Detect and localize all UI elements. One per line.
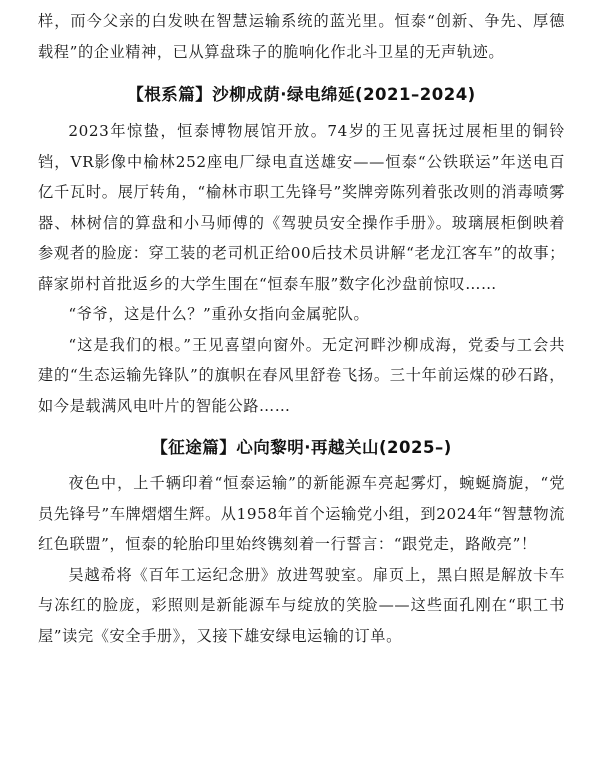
journey-paragraph-2: 吴越希将《百年工运纪念册》放进驾驶室。扉页上，黑白照是解放卡车与冻红的脸庞，彩照则是新能源车与绽放的笑脸——这些面孔刚在“职工书屋”读完《安全手册》，又接下雄安绿电运输的订单。 <box>38 565 565 645</box>
intro-paragraph: 样，而今父亲的白发映在智慧运输系统的蓝光里。恒泰“创新、争先、厚德载程”的企业精神，已从算盘珠子的脆响化作北斗卫星的无声轨迹。 <box>38 12 565 61</box>
roots-paragraph-3: “这是我们的根。”王见喜望向窗外。无定河畔沙柳成海，党委与工会共建的“生态运输先锋队”的旗帜在春风里舒卷飞扬。三十年前运煤的砂石路，如今是载满风电叶片的智能公路…… <box>38 335 565 415</box>
roots-paragraph-1: 2023年惊蛰，恒泰博物展馆开放。74岁的王见喜抚过展柜里的铜铃铛，VR影像中榆林252座电厂绿电直送雄安——恒泰“公铁联运”年送电百亿千瓦时。展厅转角，“榆林市职工先锋号”奖牌旁陈列着张改则的消毒喷雾器、林树信的算盘和小马师傅的《驾驶员安全操作手册》。玻璃展柜倒映着参观者的脸庞：穿工装的老司机正给00后技术员讲解“老龙江客车”的故事；薛家峁村首批返乡的大学生围在“恒泰车服”数字化沙盘前惊叹…… <box>38 122 565 293</box>
section-heading-roots: 【根系篇】沙柳成荫·绿电绵延(2021–2024) <box>127 85 476 104</box>
section-heading-journey: 【征途篇】心向黎明·再越关山(2025–) <box>151 438 452 457</box>
journey-paragraph-1: 夜色中，上千辆印着“恒泰运输”的新能源车亮起雾灯，蜿蜒旖旎，“党员先锋号”车牌熠熠生辉。从1958年首个运输党小组，到2024年“智慧物流红色联盟”，恒泰的轮胎印里始终镌刻着一行誓言：“跟党走，路敞亮”！ <box>38 474 565 553</box>
roots-paragraph-2: “爷爷，这是什么？”重孙女指向金属驼队。 <box>68 305 370 323</box>
